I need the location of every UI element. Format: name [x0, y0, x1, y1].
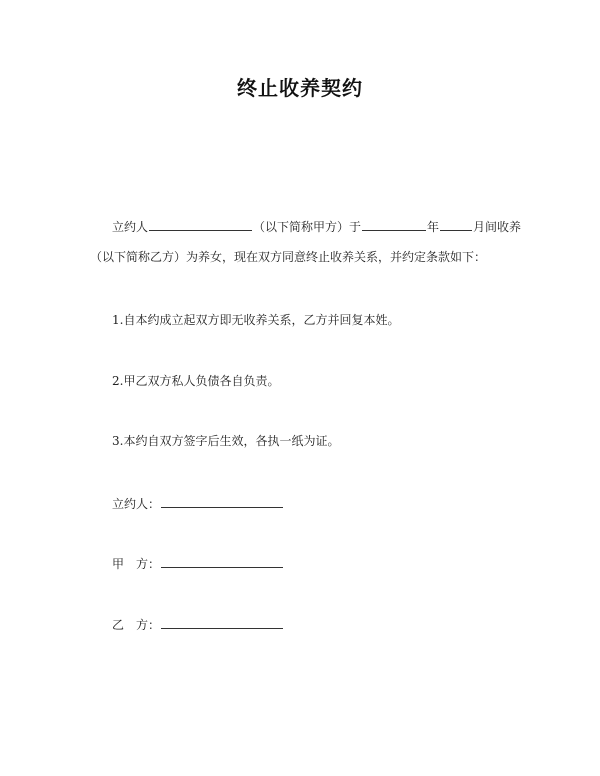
signature-line-b — [112, 616, 284, 633]
clause-1: 1.自本约成立起双方即无收养关系，乙方并回复本姓。 — [112, 313, 400, 327]
clause-2: 2.甲乙双方私人负债各自负责。 — [112, 374, 280, 388]
signature-blank-b — [161, 616, 283, 629]
signature-label-a: 甲 方： — [112, 557, 161, 571]
month-blank — [440, 218, 472, 231]
signature-label-party: 立约人： — [112, 497, 161, 511]
intro-line-2: （以下简称乙方）为养女，现在双方同意终止收养关系，并约定条款如下： — [90, 250, 487, 264]
clause-3: 3.本约自双方签字后生效，各执一纸为证。 — [112, 434, 340, 448]
intro-line-1 — [112, 218, 521, 235]
signature-blank-a — [161, 555, 283, 568]
signature-line-party — [112, 495, 284, 512]
intro-party-label: 立约人 — [112, 220, 149, 234]
party-name-blank — [149, 218, 252, 231]
signature-blank-party — [161, 495, 283, 508]
document-title: 终止收养契约 — [237, 76, 363, 100]
signature-label-b: 乙 方： — [112, 618, 161, 632]
intro-party-a-text: （以下简称甲方）于 — [253, 220, 362, 234]
intro-month-text: 月间收养 — [473, 220, 522, 234]
intro-year-text: 年 — [427, 220, 440, 234]
year-blank — [362, 218, 426, 231]
signature-line-a — [112, 555, 284, 572]
